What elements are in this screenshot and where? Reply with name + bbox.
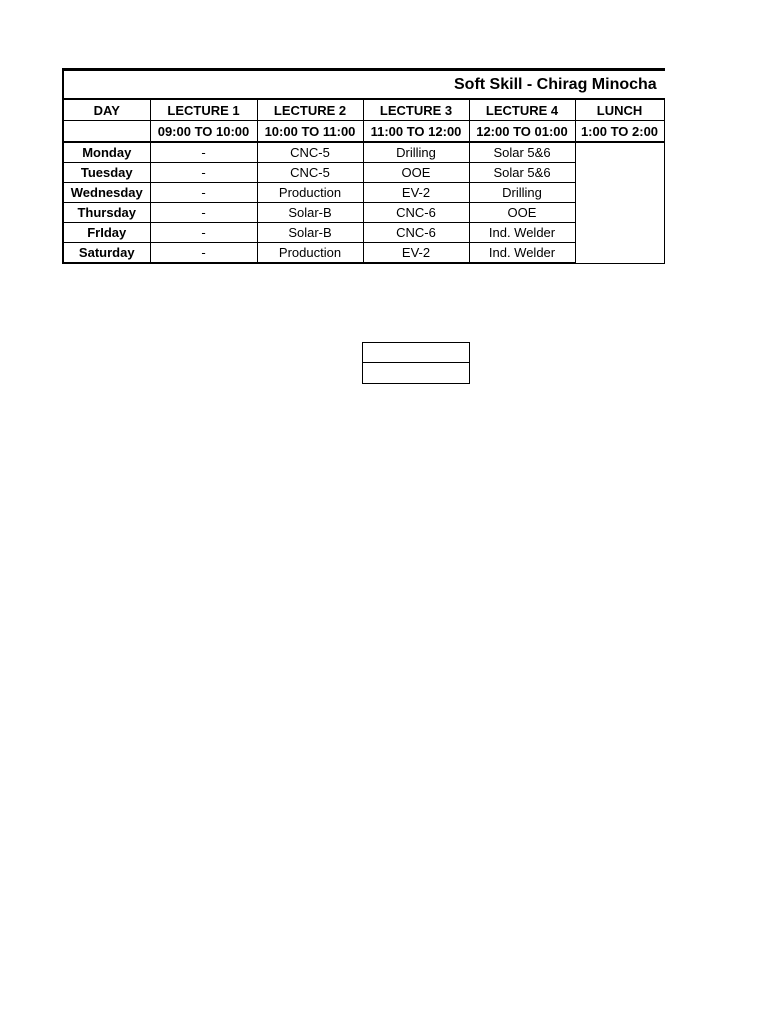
lecture-1-cell[interactable]: - (150, 142, 257, 163)
lecture-3-cell[interactable]: CNC-6 (363, 203, 469, 223)
header-day[interactable]: DAY (63, 99, 150, 121)
time-lecture-1[interactable]: 09:00 TO 10:00 (150, 121, 257, 143)
lecture-3-cell[interactable]: OOE (363, 163, 469, 183)
header-lecture-2[interactable]: LECTURE 2 (257, 99, 363, 121)
header-lecture-4[interactable]: LECTURE 4 (469, 99, 575, 121)
lecture-2-cell[interactable]: CNC-5 (257, 163, 363, 183)
header-lecture-3[interactable]: LECTURE 3 (363, 99, 469, 121)
lecture-4-cell[interactable]: Ind. Welder (469, 223, 575, 243)
empty-cell-bottom[interactable] (362, 362, 470, 384)
empty-cell-top[interactable] (362, 342, 470, 364)
day-cell[interactable]: Tuesday (63, 163, 150, 183)
lecture-4-cell[interactable]: Solar 5&6 (469, 142, 575, 163)
extra-cell[interactable] (664, 142, 665, 263)
lecture-4-cell[interactable]: Drilling (469, 183, 575, 203)
lecture-3-cell[interactable]: CNC-6 (363, 223, 469, 243)
timetable-title[interactable]: Soft Skill - Chirag Minocha (63, 70, 665, 100)
time-day-blank[interactable] (63, 121, 150, 143)
table-row (63, 142, 665, 163)
day-cell[interactable]: Saturday (63, 243, 150, 264)
day-cell[interactable]: FrIday (63, 223, 150, 243)
lecture-1-cell[interactable]: - (150, 203, 257, 223)
time-lecture-3[interactable]: 11:00 TO 12:00 (363, 121, 469, 143)
day-cell[interactable]: Wednesday (63, 183, 150, 203)
table-row (63, 243, 665, 264)
table-row (63, 203, 665, 223)
lecture-3-cell[interactable]: EV-2 (363, 243, 469, 264)
day-cell[interactable]: Monday (63, 142, 150, 163)
header-lunch[interactable]: LUNCH (575, 99, 664, 121)
header-empty[interactable] (664, 99, 665, 121)
time-lecture-4[interactable]: 12:00 TO 01:00 (469, 121, 575, 143)
timetable (62, 68, 665, 264)
time-lunch[interactable]: 1:00 TO 2:00 (575, 121, 664, 143)
time-lecture-2[interactable]: 10:00 TO 11:00 (257, 121, 363, 143)
lunch-merged-cell[interactable] (575, 142, 664, 263)
lecture-1-cell[interactable]: - (150, 183, 257, 203)
lecture-4-cell[interactable]: OOE (469, 203, 575, 223)
table-row (63, 163, 665, 183)
table-row (63, 223, 665, 243)
header-lecture-1[interactable]: LECTURE 1 (150, 99, 257, 121)
day-cell[interactable]: Thursday (63, 203, 150, 223)
lecture-1-cell[interactable]: - (150, 223, 257, 243)
lecture-2-cell[interactable]: Solar-B (257, 223, 363, 243)
lecture-4-cell[interactable]: Ind. Welder (469, 243, 575, 264)
lecture-2-cell[interactable]: Production (257, 243, 363, 264)
lecture-3-cell[interactable]: EV-2 (363, 183, 469, 203)
table-row (63, 183, 665, 203)
time-empty[interactable] (664, 121, 665, 143)
lecture-2-cell[interactable]: CNC-5 (257, 142, 363, 163)
timetable-region (62, 68, 665, 264)
lecture-1-cell[interactable]: - (150, 243, 257, 264)
lecture-4-cell[interactable]: Solar 5&6 (469, 163, 575, 183)
lecture-3-cell[interactable]: Drilling (363, 142, 469, 163)
lecture-2-cell[interactable]: Solar-B (257, 203, 363, 223)
lecture-2-cell[interactable]: Production (257, 183, 363, 203)
lecture-1-cell[interactable]: - (150, 163, 257, 183)
